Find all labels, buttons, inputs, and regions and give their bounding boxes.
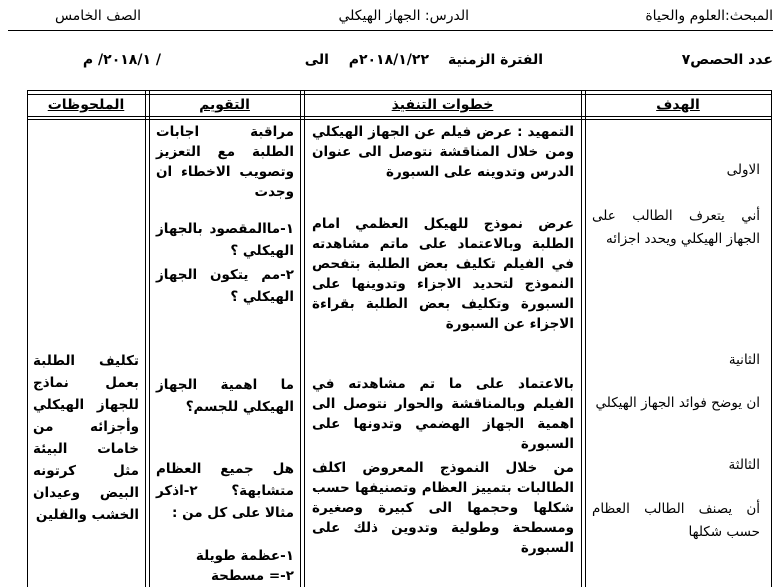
eval-question-2: ٢-مم يتكون الجهاز الهيكلي ؟ [156, 267, 294, 305]
column-header-notes: الملحوظات [47, 97, 125, 113]
goal-first-text: أني يتعرف الطالب على الجهاز الهيكلي ويحدد اجزائه [592, 208, 760, 247]
column-divider-evaluation-inner [304, 90, 305, 587]
eval-observation: مراقبة اجابات الطلبة مع التعزيز وتصويب الاخطاء ان وجدت [156, 124, 294, 200]
table-top-border-inner [27, 94, 771, 95]
goal-third-text: أن يصنف الطالب العظام حسب شكلها [592, 501, 760, 540]
header-underline [8, 30, 773, 31]
step-classify: من خلال النموذج المعروض اكلف الطالبات بتمييز العظام وتصنيفها حسب شكلها وحجمها الى كبيرة وصغيرة ومسطحة وطولية وتدوين ذلك على السبورة [312, 460, 574, 556]
table-left-border [27, 90, 28, 587]
column-divider-evaluation [300, 90, 301, 587]
grade-label: الصف الخامس [54, 8, 141, 24]
column-header-goal: الهدف [656, 97, 700, 113]
goal-second-text: ان يوضح فوائد الجهاز الهيكلي [595, 395, 760, 411]
sessions-label: عدد الحصص٧ [681, 52, 773, 68]
table-header-divider [27, 116, 771, 117]
column-divider-notes-inner [149, 90, 150, 587]
step-importance: بالاعتماد على ما تم مشاهدته في الفيلم وبالمناقشة والحوار نتوصل الى اهمية الجهاز الهضمي وتدونها على السبورة [312, 376, 574, 452]
goal-second-title: الثانية [728, 352, 760, 368]
eval-question-3: ما اهمية الجهاز الهيكلي للجسم؟ [156, 377, 294, 415]
notes-text: تكليف الطلبة بعمل نماذج للجهاز الهيكلي وأجزائه من خامات البيئة مثل كرتونه البيض وعيدان الخشب والفلين [33, 353, 139, 523]
subject-label: المبحث:العلوم والحياة [645, 8, 773, 24]
eval-question-1: ١-ماالمقصود بالجهاز الهيكلي ؟ [156, 221, 294, 259]
step-intro: التمهيد : عرض فيلم عن الجهاز الهيكلي ومن خلال المناقشة نتوصل الى عنوان الدرس وتدوينه على السبورة [312, 124, 574, 180]
column-header-evaluation: التقويم [199, 97, 250, 113]
eval-long-bone: ١-عظمة طويلة [195, 548, 294, 564]
eval-flat-bone: ٢-= مسطحة [210, 568, 294, 584]
column-divider-steps [581, 90, 582, 587]
to-label: الى [304, 52, 329, 68]
eval-question-4: هل جميع العظام متشابهة؟ ٢-اذكر مثالا على كل من : [156, 461, 294, 521]
table-top-border [27, 90, 771, 91]
column-divider-steps-inner [585, 90, 586, 587]
step-model: عرض نموذج للهيكل العظمي امام الطلبة وبالاعتماد على ماتم مشاهدته في الفيلم تكليف بعض الطلبة بتفحص النموذج لتحديد الاجزاء وتدوينها على السبورة وتكليف بعض الطلبة بقراءة الاجزاء عن السبورة [312, 216, 574, 332]
goal-third-title: الثالثة [728, 457, 760, 473]
lesson-label: الدرس: الجهاز الهيكلي [338, 8, 469, 24]
column-header-steps: خطوات التنفيذ [391, 97, 494, 113]
table-header-divider-inner [27, 119, 771, 120]
period-label: الفترة الزمنية [447, 52, 543, 68]
date-to: / ٢٠١٨/١/ م [82, 52, 161, 68]
date-from: ٢٠١٨/١/٢٢م [348, 52, 429, 68]
column-divider-notes [145, 90, 146, 587]
table-right-border [771, 90, 772, 587]
goal-first-title: الاولى [726, 162, 760, 178]
